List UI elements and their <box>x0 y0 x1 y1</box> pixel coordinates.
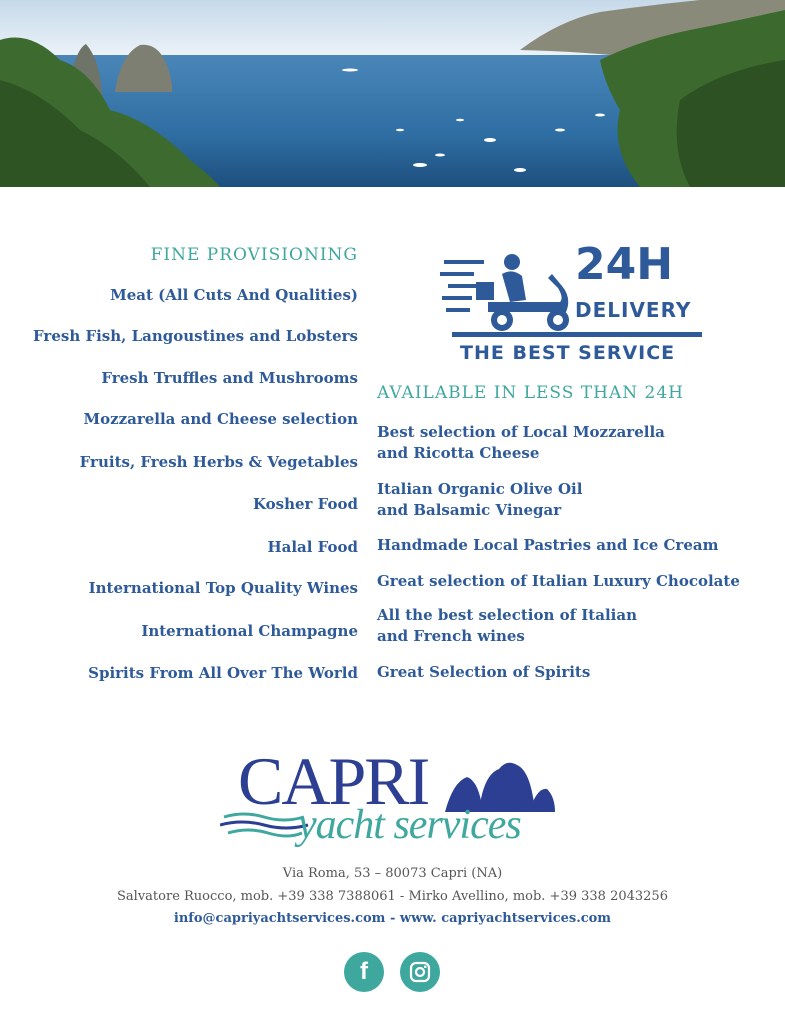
fine-provisioning-heading: FINE PROVISIONING <box>150 245 358 265</box>
list-item: Great Selection of Spirits <box>377 663 591 681</box>
delivery-tagline: THE BEST SERVICE <box>460 342 676 364</box>
list-item: Meat (All Cuts And Qualities) <box>110 286 358 304</box>
capri-landscape-illustration <box>0 0 785 187</box>
list-item: Spirits From All Over The World <box>88 664 358 682</box>
list-item: All the best selection of Italian and French wines <box>377 606 637 645</box>
list-item: Italian Organic Olive Oil and Balsamic Vinegar <box>377 480 583 519</box>
waves-icon <box>220 809 310 839</box>
delivery-label: DELIVERY <box>575 298 692 322</box>
facebook-icon[interactable]: f <box>344 952 384 992</box>
capri-yacht-services-logo <box>220 745 560 860</box>
hero-image <box>0 0 785 187</box>
available-heading: AVAILABLE IN LESS THAN 24H <box>377 383 684 403</box>
list-item: Fresh Truffles and Mushrooms <box>101 369 358 387</box>
list-item: International Champagne <box>141 622 358 640</box>
list-item: Best selection of Local Mozzarella and Ricotta Cheese <box>377 423 665 462</box>
list-item: Mozzarella and Cheese selection <box>83 410 358 428</box>
list-item: Fruits, Fresh Herbs & Vegetables <box>79 453 358 471</box>
fine-provisioning-section <box>0 240 358 700</box>
list-item: Halal Food <box>267 538 358 556</box>
logo-word-capri: CAPRI <box>238 743 429 819</box>
footer-web[interactable]: info@capriyachtservices.com - www. capriyachtservices.com <box>173 911 612 926</box>
available-section <box>377 383 777 693</box>
footer-contacts: Salvatore Ruocco, mob. +39 338 7388061 - Mirko Avellino, mob. +39 338 2043256 <box>117 889 668 904</box>
list-item: Kosher Food <box>252 495 358 513</box>
list-item: International Top Quality Wines <box>88 579 358 597</box>
list-item: Great selection of Italian Luxury Chocolate <box>377 572 740 590</box>
list-item: Fresh Fish, Langoustines and Lobsters <box>33 327 358 345</box>
delivery-hours: 24H <box>575 239 674 290</box>
logo-word-yacht-services: yacht services <box>298 802 521 848</box>
list-item: Handmade Local Pastries and Ice Cream <box>377 536 719 554</box>
instagram-icon[interactable] <box>400 952 440 992</box>
footer-address: Via Roma, 53 – 80073 Capri (NA) <box>282 866 503 881</box>
delivery-badge <box>440 240 710 370</box>
instagram-glyph <box>408 960 432 984</box>
